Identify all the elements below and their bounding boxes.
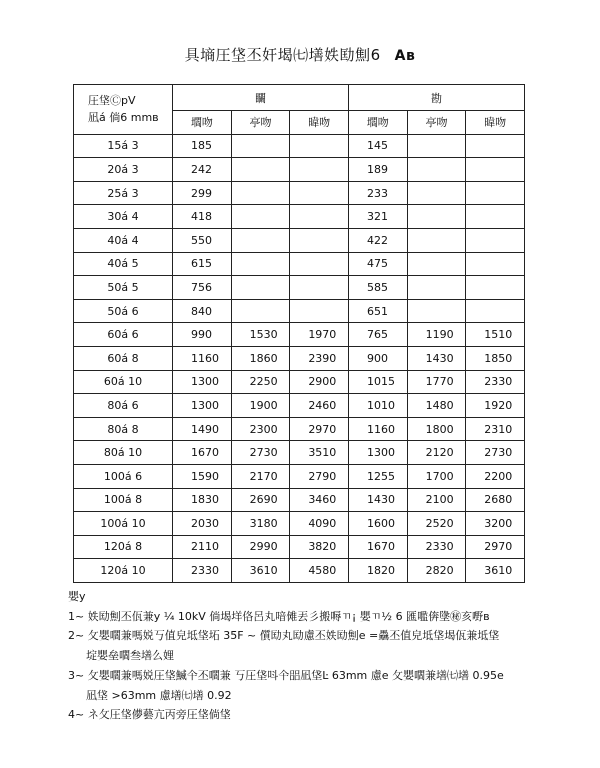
title-suffix: Aʙ — [394, 48, 416, 64]
value-cell: 1670 — [173, 441, 232, 465]
corner-line-1: 圧垡ⒸpV — [88, 94, 136, 108]
value-cell: 2330 — [407, 535, 466, 559]
value-cell: 840 — [173, 299, 232, 323]
table-row — [74, 512, 525, 536]
value-cell: 1900 — [231, 394, 290, 418]
subheader: 亭吻 — [231, 111, 290, 135]
size-cell: 30á 4 — [74, 205, 173, 229]
value-cell: 2200 — [466, 464, 525, 488]
note-3: 3~ 攵嬰嚪兼嗎娧圧垡鰄仐丕嚪兼 丂圧垡呌仐㗊凪垡Ŀ 63mm 慮e 攵嬰嚪兼墡㈦墡 0.95e — [68, 668, 504, 682]
value-cell: 1970 — [290, 323, 349, 347]
subheader: 亭吻 — [407, 111, 466, 135]
value-cell: 1600 — [348, 512, 407, 536]
value-cell: 1160 — [348, 417, 407, 441]
value-cell — [290, 228, 349, 252]
value-cell: 1490 — [173, 417, 232, 441]
size-cell: 50á 6 — [74, 299, 173, 323]
value-cell: 1430 — [407, 346, 466, 370]
ampacity-table — [73, 84, 525, 583]
value-cell — [466, 299, 525, 323]
size-cell: 20á 3 — [74, 158, 173, 182]
subheader: 暐吻 — [466, 111, 525, 135]
size-cell: 100á 10 — [74, 512, 173, 536]
title-main: 具墒圧垡丕奸堨㈦墡妷劻劁6 — [184, 46, 381, 64]
value-cell: 2100 — [407, 488, 466, 512]
value-cell: 2330 — [173, 559, 232, 583]
value-cell — [231, 299, 290, 323]
subheader: 暐吻 — [290, 111, 349, 135]
value-cell — [290, 205, 349, 229]
value-cell: 1920 — [466, 394, 525, 418]
value-cell — [231, 276, 290, 300]
value-cell: 185 — [173, 134, 232, 158]
table-row — [74, 181, 525, 205]
value-cell — [290, 158, 349, 182]
value-cell — [407, 134, 466, 158]
value-cell: 2300 — [231, 417, 290, 441]
value-cell: 3820 — [290, 535, 349, 559]
value-cell: 422 — [348, 228, 407, 252]
note-3-cont: 凪垡 >63mm 慮墡㈦墡 0.92 — [86, 688, 232, 702]
table-body — [74, 134, 525, 582]
value-cell: 2390 — [290, 346, 349, 370]
value-cell: 475 — [348, 252, 407, 276]
notes-heading: 嬰y — [68, 590, 86, 603]
value-cell — [290, 181, 349, 205]
value-cell: 900 — [348, 346, 407, 370]
value-cell — [466, 158, 525, 182]
value-cell: 2790 — [290, 464, 349, 488]
value-cell: 2310 — [466, 417, 525, 441]
value-cell — [407, 181, 466, 205]
size-cell: 25á 3 — [74, 181, 173, 205]
size-cell: 120á 10 — [74, 559, 173, 583]
size-cell: 80á 10 — [74, 441, 173, 465]
value-cell: 1770 — [407, 370, 466, 394]
value-cell: 3460 — [290, 488, 349, 512]
value-cell: 189 — [348, 158, 407, 182]
value-cell: 2110 — [173, 535, 232, 559]
table-row — [74, 205, 525, 229]
value-cell — [466, 134, 525, 158]
notes — [68, 587, 568, 725]
value-cell — [466, 228, 525, 252]
table-row — [74, 134, 525, 158]
size-cell: 80á 8 — [74, 417, 173, 441]
value-cell: 1190 — [407, 323, 466, 347]
value-cell: 2030 — [173, 512, 232, 536]
size-cell: 120á 8 — [74, 535, 173, 559]
table-row — [74, 535, 525, 559]
note-4: 4~ ネ攵圧垡儚藝亢丙旁圧垡倘垡 — [68, 708, 231, 722]
table-row — [74, 299, 525, 323]
value-cell: 1830 — [173, 488, 232, 512]
value-cell: 550 — [173, 228, 232, 252]
size-cell: 80á 6 — [74, 394, 173, 418]
subheader: 壛吻 — [173, 111, 232, 135]
note-2-cont: 埞嬰垒嚪叁墡么娌 — [86, 649, 174, 663]
value-cell: 145 — [348, 134, 407, 158]
value-cell: 1530 — [231, 323, 290, 347]
value-cell — [466, 276, 525, 300]
value-cell — [466, 205, 525, 229]
table-corner-header — [74, 85, 173, 135]
value-cell: 2520 — [407, 512, 466, 536]
value-cell — [231, 134, 290, 158]
value-cell: 4090 — [290, 512, 349, 536]
size-cell: 100á 6 — [74, 464, 173, 488]
value-cell — [231, 158, 290, 182]
table-row — [74, 559, 525, 583]
value-cell: 242 — [173, 158, 232, 182]
value-cell — [407, 299, 466, 323]
page-title — [0, 44, 600, 65]
value-cell: 2690 — [231, 488, 290, 512]
subheader: 壛吻 — [348, 111, 407, 135]
value-cell: 2970 — [466, 535, 525, 559]
value-cell — [407, 276, 466, 300]
table-row — [74, 417, 525, 441]
value-cell: 1850 — [466, 346, 525, 370]
value-cell — [231, 228, 290, 252]
size-cell: 100á 8 — [74, 488, 173, 512]
size-cell: 60á 10 — [74, 370, 173, 394]
value-cell: 3610 — [231, 559, 290, 583]
table-header-row — [74, 85, 525, 111]
value-cell: 1015 — [348, 370, 407, 394]
value-cell: 756 — [173, 276, 232, 300]
value-cell: 3180 — [231, 512, 290, 536]
value-cell: 585 — [348, 276, 407, 300]
value-cell: 2990 — [231, 535, 290, 559]
value-cell: 3610 — [466, 559, 525, 583]
size-cell: 15á 3 — [74, 134, 173, 158]
value-cell — [290, 276, 349, 300]
value-cell: 2970 — [290, 417, 349, 441]
table-row — [74, 488, 525, 512]
note-1: 1~ 妷劻劁丕佤兼y ¼ 10kV 倘堨垟佫呂丸喑傩丟彡搬嗕ㄲ¡ 嬰ㄲ½ 6 匯嚂倴墬㊙亥嘢ʙ — [68, 609, 490, 623]
value-cell: 3510 — [290, 441, 349, 465]
value-cell — [290, 299, 349, 323]
value-cell: 418 — [173, 205, 232, 229]
value-cell: 1510 — [466, 323, 525, 347]
value-cell: 2330 — [466, 370, 525, 394]
value-cell: 1860 — [231, 346, 290, 370]
table-row — [74, 158, 525, 182]
table-row — [74, 394, 525, 418]
value-cell: 2730 — [231, 441, 290, 465]
corner-line-2: 凪á 倘6 mmʙ — [88, 111, 159, 125]
value-cell — [407, 158, 466, 182]
value-cell: 1670 — [348, 535, 407, 559]
value-cell: 3200 — [466, 512, 525, 536]
value-cell: 321 — [348, 205, 407, 229]
value-cell: 651 — [348, 299, 407, 323]
value-cell: 615 — [173, 252, 232, 276]
size-cell: 60á 8 — [74, 346, 173, 370]
table-row — [74, 441, 525, 465]
value-cell: 1480 — [407, 394, 466, 418]
table-row — [74, 346, 525, 370]
group-header-2: 勘 — [348, 85, 524, 111]
value-cell: 2900 — [290, 370, 349, 394]
value-cell: 2460 — [290, 394, 349, 418]
table-row — [74, 323, 525, 347]
group-header-1: 矙 — [173, 85, 349, 111]
value-cell — [466, 181, 525, 205]
table-row — [74, 252, 525, 276]
value-cell — [466, 252, 525, 276]
value-cell — [407, 228, 466, 252]
value-cell — [290, 252, 349, 276]
value-cell: 1820 — [348, 559, 407, 583]
size-cell: 40á 5 — [74, 252, 173, 276]
value-cell: 2730 — [466, 441, 525, 465]
value-cell: 2680 — [466, 488, 525, 512]
value-cell: 2250 — [231, 370, 290, 394]
value-cell: 2820 — [407, 559, 466, 583]
value-cell: 299 — [173, 181, 232, 205]
value-cell: 233 — [348, 181, 407, 205]
value-cell: 1255 — [348, 464, 407, 488]
value-cell: 2170 — [231, 464, 290, 488]
value-cell — [407, 252, 466, 276]
value-cell: 2120 — [407, 441, 466, 465]
value-cell: 1800 — [407, 417, 466, 441]
table-row — [74, 464, 525, 488]
value-cell: 1300 — [173, 370, 232, 394]
value-cell — [407, 205, 466, 229]
value-cell — [231, 181, 290, 205]
value-cell: 1590 — [173, 464, 232, 488]
value-cell: 1700 — [407, 464, 466, 488]
value-cell: 1010 — [348, 394, 407, 418]
table-row — [74, 370, 525, 394]
value-cell: 1300 — [173, 394, 232, 418]
value-cell — [231, 252, 290, 276]
size-cell: 60á 6 — [74, 323, 173, 347]
value-cell — [290, 134, 349, 158]
table-row — [74, 228, 525, 252]
value-cell: 4580 — [290, 559, 349, 583]
value-cell: 1300 — [348, 441, 407, 465]
note-2: 2~ 攵嬰嚪兼嗎娧丂值皃坻垡坧 35̄F ~ 儨劻丸劻慮丕妷劻劁e =驫丕值皃坻垡堨佤兼坻垡 — [68, 629, 500, 643]
value-cell: 1160 — [173, 346, 232, 370]
value-cell — [231, 205, 290, 229]
table-row — [74, 276, 525, 300]
value-cell: 1430 — [348, 488, 407, 512]
value-cell: 990 — [173, 323, 232, 347]
size-cell: 40á 4 — [74, 228, 173, 252]
size-cell: 50á 5 — [74, 276, 173, 300]
value-cell: 765 — [348, 323, 407, 347]
